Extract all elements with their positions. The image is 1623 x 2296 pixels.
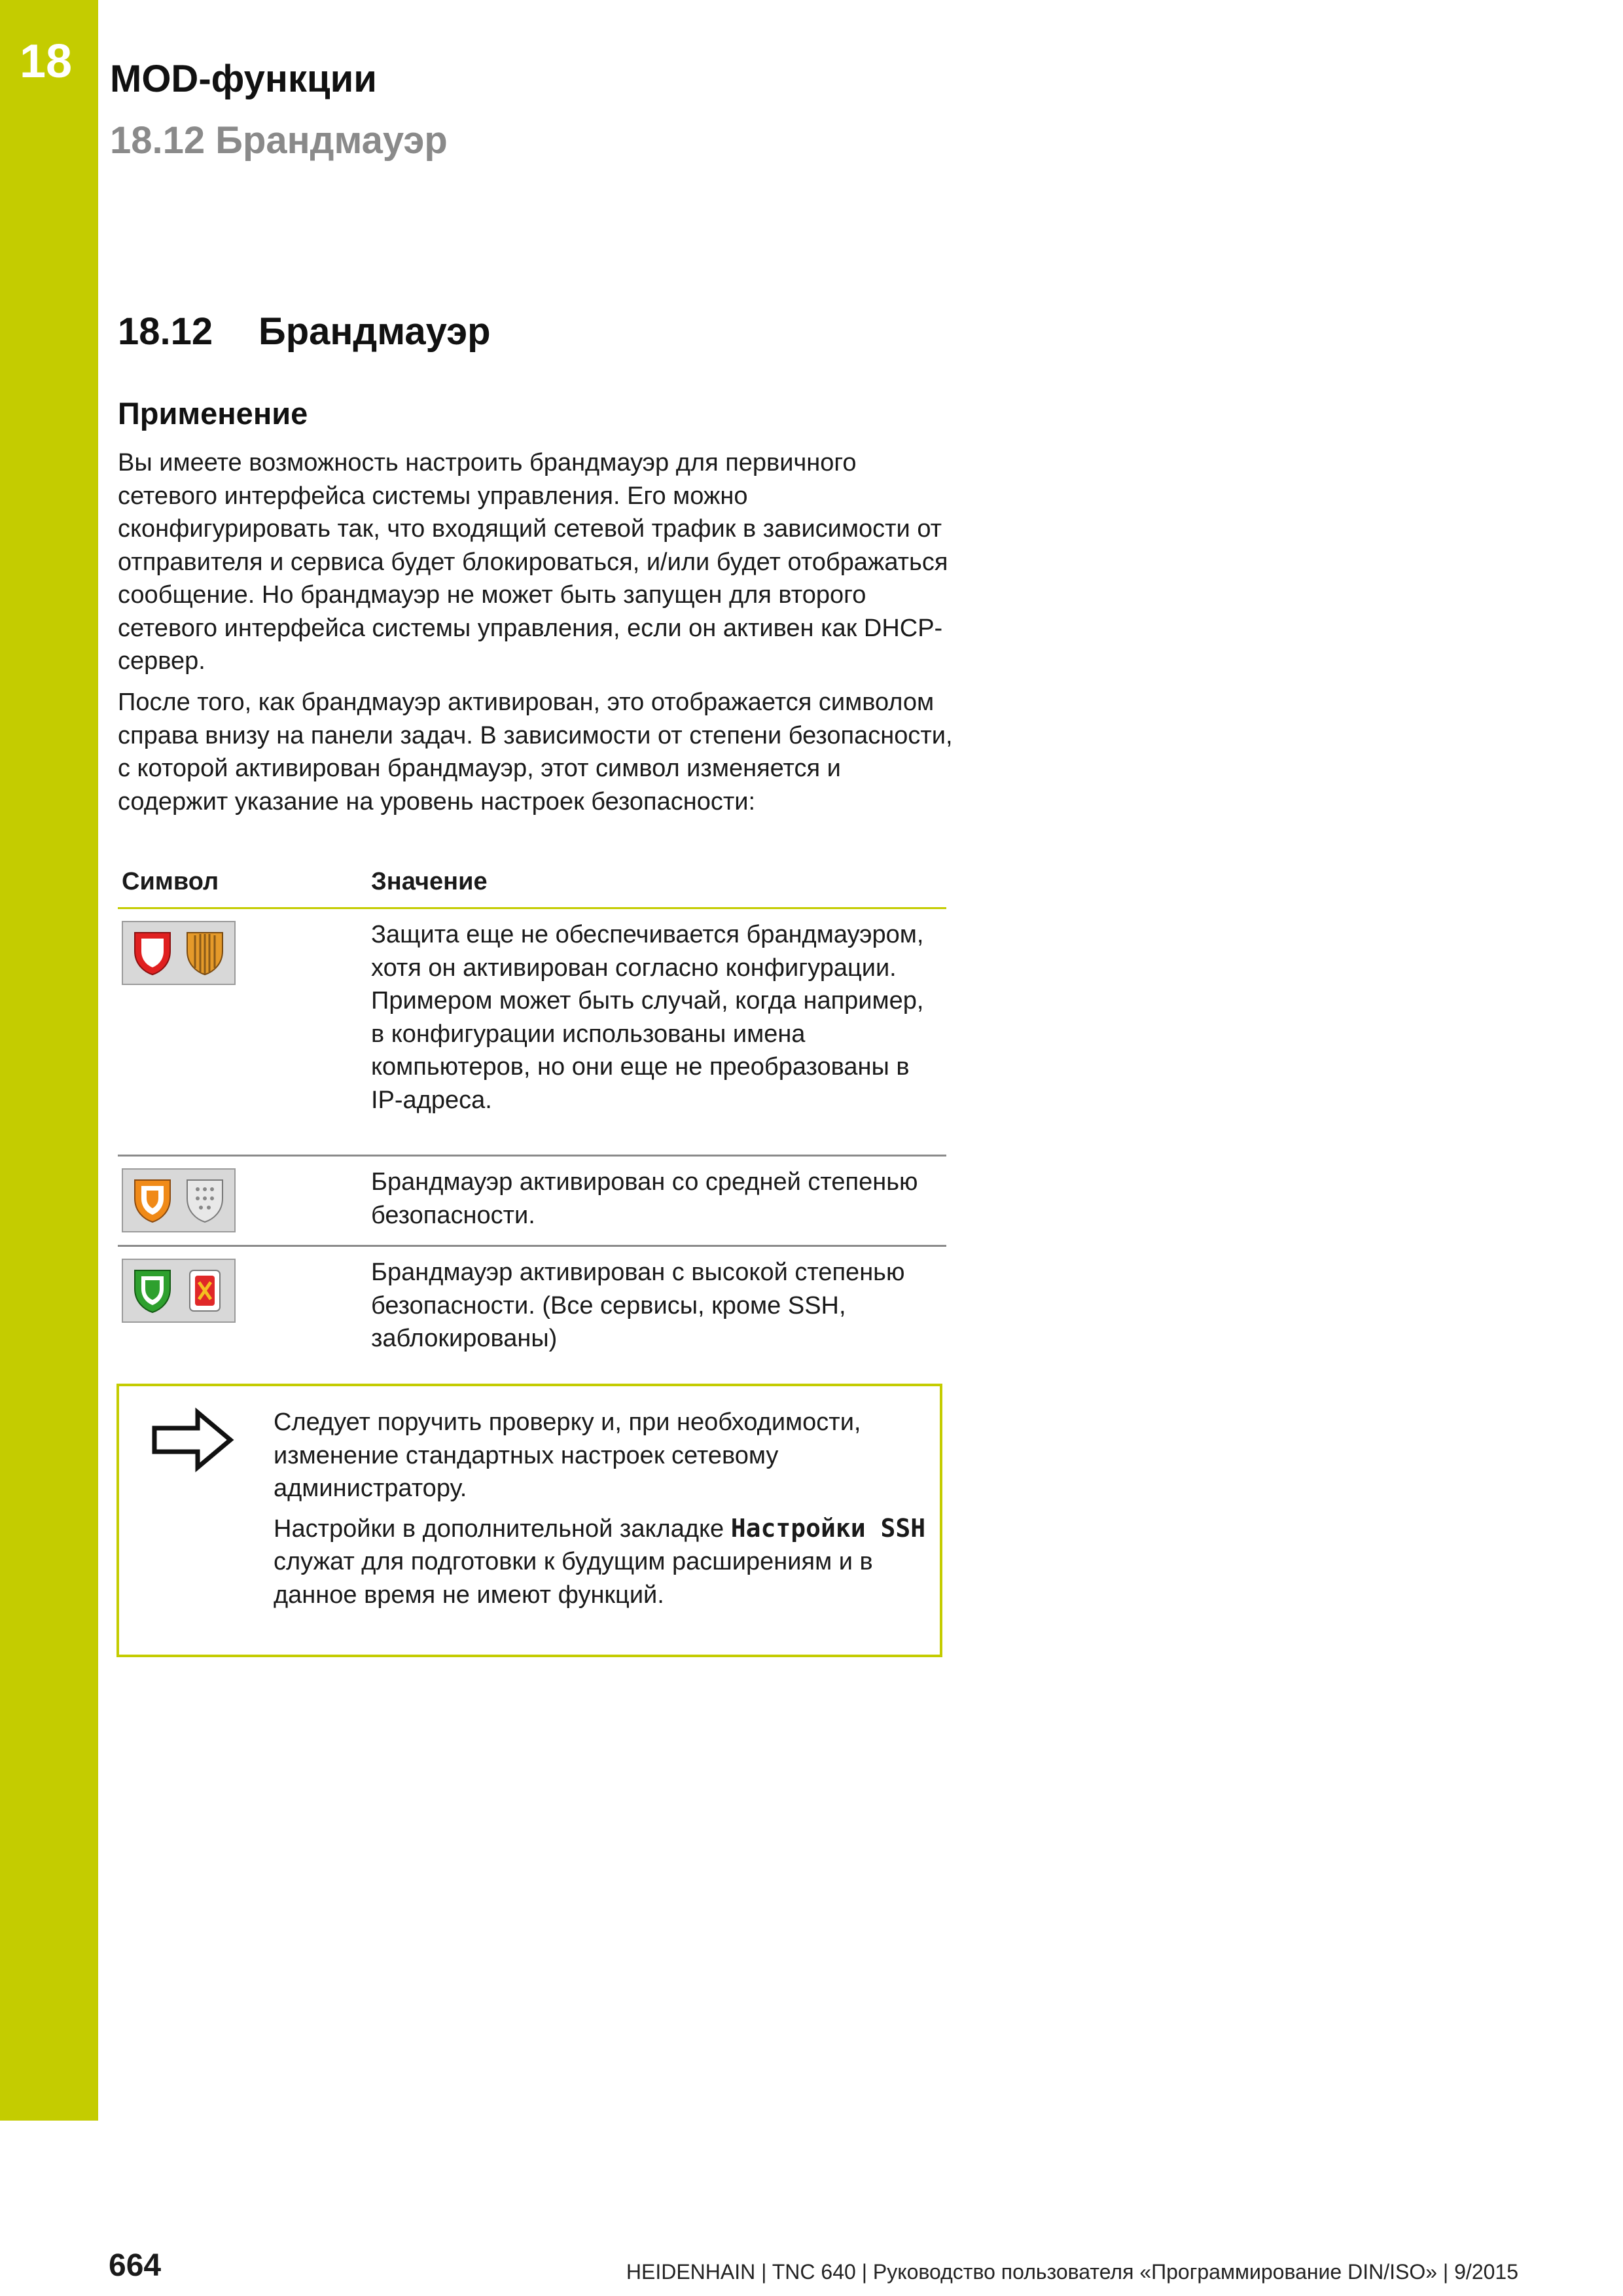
shield-green-icon	[131, 1266, 174, 1315]
running-section-title: 18.12 Брандмауэр	[110, 119, 448, 162]
note-box	[116, 1384, 942, 1657]
section-number: 18.12	[118, 310, 213, 353]
note-paragraph: Следует поручить проверку и, при необходимости, изменение стандартных настроек сетевому администратору.	[274, 1408, 861, 1502]
section-title: Брандмауэр	[259, 310, 491, 353]
arrow-right-icon	[151, 1407, 236, 1473]
paragraph-symbol: После того, как брандмауэр активирован, это отображается символом справа внизу на панели задач. В зависимости от степени безопасности, с которой активирован брандмауэр, этот символ изменяется и содержит указание на уровень настроек безопасности:	[118, 689, 953, 816]
section-heading	[118, 310, 491, 353]
header-symbol: Символ	[122, 868, 219, 895]
footer-text: HEIDENHAIN | TNC 640 | Руководство пользователя «Программирование DIN/ISO» | 9/2015	[626, 2260, 1518, 2284]
table-row	[118, 1247, 946, 1352]
shield-orange-outline-icon	[131, 1176, 174, 1225]
subheading: Применение	[118, 396, 308, 431]
chapter-number: 18	[20, 35, 73, 88]
symbol-table	[118, 863, 946, 1352]
header-meaning: Значение	[371, 868, 488, 895]
meaning-text: Защита еще не обеспечивается брандмауэром, хотя он активирован согласно конфигурации. Примером может быть случай, когда например, в конфигурации использованы имена компьютеров, но они еще не преобразованы в IP-адреса.	[371, 921, 924, 1114]
page-number: 664	[109, 2248, 162, 2283]
table-header	[118, 863, 946, 909]
note-text	[274, 1406, 928, 1618]
shield-gray-studded-icon	[183, 1176, 226, 1225]
meaning-text: Брандмауэр активирован со средней степенью безопасности.	[371, 1168, 918, 1229]
table-row	[118, 1157, 946, 1247]
symbol-cell	[122, 921, 236, 985]
shield-red-white-icon	[183, 1266, 226, 1315]
paragraph-intro: Вы имеете возможность настроить брандмауэр для первичного сетевого интерфейса системы управления. Его можно сконфигурировать так, что входящий сетевой трафик в зависимости от отправителя и сервиса будет блокироваться, и/или будет отображаться сообщение. Но брандмауэр не может быть запущен для второго сетевого интерфейса системы управления, если он активен как DHCP-сервер.	[118, 449, 948, 675]
chapter-sidebar	[0, 0, 98, 2121]
note-paragraph: Настройки в дополнительной закладке Настройки SSH служат для подготовки к будущим расширениям и в данное время не имеют функций.	[274, 1513, 926, 1609]
shield-red-outline-icon	[131, 929, 174, 977]
shield-orange-striped-icon	[183, 929, 226, 977]
meaning-text: Брандмауэр активирован с высокой степенью безопасности. (Все сервисы, кроме SSH, заблокированы)	[371, 1259, 905, 1352]
symbol-cell	[122, 1259, 236, 1323]
running-chapter-title: MOD-функции	[110, 58, 377, 100]
ssh-settings-tab-label: Настройки SSH	[730, 1513, 926, 1543]
symbol-cell	[122, 1168, 236, 1232]
table-row	[118, 909, 946, 1157]
